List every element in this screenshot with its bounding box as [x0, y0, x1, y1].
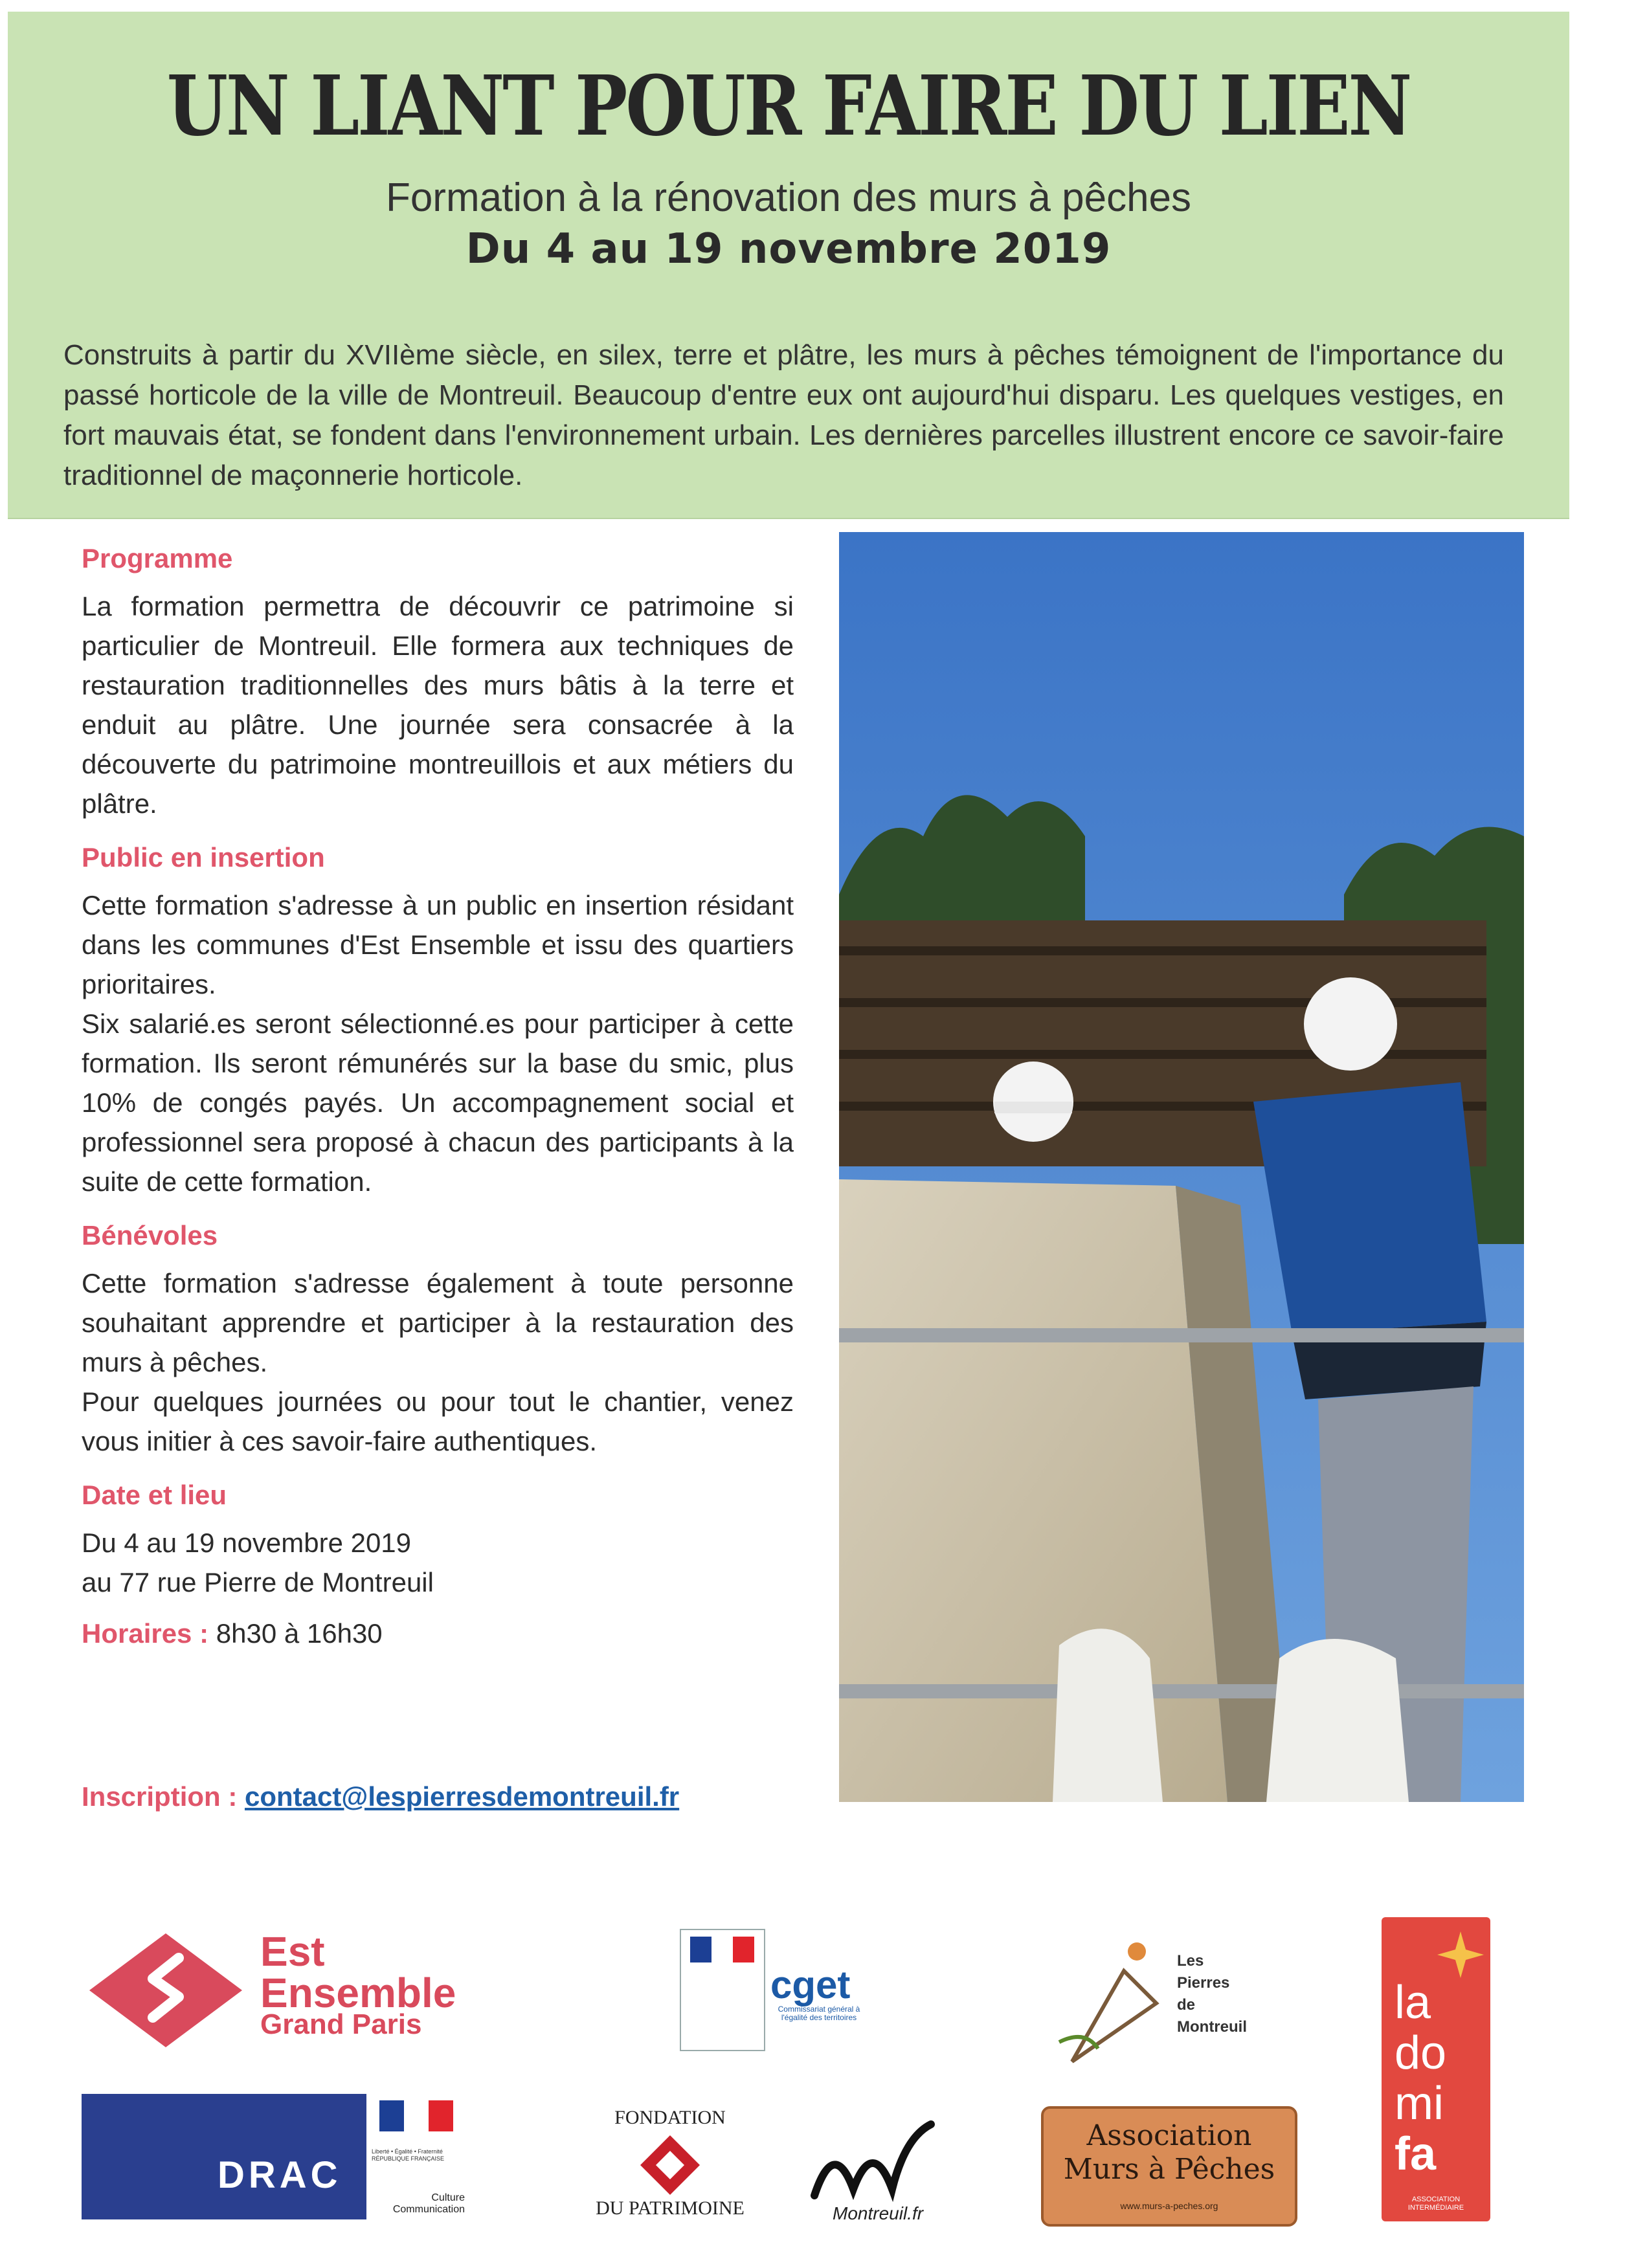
est-ensemble-line3: Grand Paris [260, 2008, 422, 2040]
cget-logo [680, 1929, 868, 2052]
section-title: Public en insertion [82, 842, 325, 873]
marianne-flag-icon [680, 1929, 765, 2051]
murs-line1: Association [1086, 2119, 1252, 2152]
section-date-lieu [82, 1475, 794, 1653]
montreuil-text: Montreuil.fr [833, 2203, 924, 2223]
pierres-line4: Montreuil [1177, 2018, 1247, 2036]
content-column [82, 539, 794, 1667]
murs-url: www.murs-a-peches.org [1120, 2201, 1218, 2211]
photo-illustration [839, 532, 1524, 1802]
contact-email-link[interactable]: contact@lespierresdemontreuil.fr [245, 1781, 680, 1812]
pierres-text [1177, 1950, 1247, 2038]
ladomifa-mi: mi [1395, 2078, 1444, 2129]
est-ensemble-line2: Ensemble [260, 1970, 456, 2016]
section-title: Programme [82, 543, 233, 573]
murs-text [1044, 2119, 1295, 2186]
pierres-line2: Pierres [1177, 1974, 1230, 1992]
tricolor-icon [366, 2094, 467, 2139]
intro-paragraph: Construits à partir du XVIIème siècle, en silex, terre et plâtre, les murs à pêches témoignent de l'importance du passé horticole de la ville de Montreuil. Beaucoup d'entre eux ont aujourd'hui disparu. Les quelques vestiges, en fort mauvais état, se fondent dans l'environnement urbain. Les dernières parcelles illustrent encore ce savoir-faire traditionnel de maçonnerie horticole. [63, 339, 1504, 491]
republique-francaise-block [366, 2094, 467, 2219]
montreuil-m-icon [795, 2111, 950, 2202]
ladomifa-logo [1382, 1917, 1490, 2221]
est-ensemble-logo [82, 1926, 496, 2055]
header-band [8, 12, 1569, 519]
ladomifa-do: do [1395, 2027, 1447, 2079]
horaires-value: 8h30 à 16h30 [208, 1618, 383, 1649]
fondation-bottom-text: DU PATRIMOINE [596, 2197, 745, 2219]
subtitle: Formation à la rénovation des murs à pêches [385, 175, 1192, 220]
section-programme [82, 539, 794, 823]
address-line: au 77 rue Pierre de Montreuil [82, 1567, 434, 1597]
fondation-patrimoine-logo [589, 2107, 751, 2223]
pierres-line3: de [1177, 1996, 1196, 2014]
diamond-icon [638, 2133, 702, 2197]
section-benevoles [82, 1216, 794, 1461]
cget-subtitle: Commissariat général à l'égalité des territoires [778, 2005, 860, 2022]
murs-a-peches-logo [1041, 2106, 1297, 2227]
ladomifa-fa: fa [1395, 2128, 1437, 2180]
est-ensemble-line1: Est [260, 1928, 325, 1975]
horaires-label: Horaires : [82, 1618, 209, 1649]
pierres-de-montreuil-logo [1046, 1932, 1260, 2081]
drac-word: DRAC [218, 2154, 342, 2196]
horaires-line [82, 1614, 794, 1653]
section-title: Bénévoles [82, 1220, 218, 1251]
section-public [82, 838, 794, 1201]
date-line: Du 4 au 19 novembre 2019 [82, 1528, 412, 1558]
republique-francaise-text: Liberté • Égalité • Fraternité RÉPUBLIQUE FRANÇAISE [372, 2148, 445, 2162]
est-ensemble-text [260, 1928, 456, 2016]
section-text: Six salarié.es seront sélectionné.es pour participer à cette formation. Ils seront rémunérés sur la base du smic, plus 10% de congés payés. Un accompagnement social et professionnel sera proposé à chacun des participants à la suite de cette formation. [82, 1008, 794, 1197]
fondation-top-text: FONDATION [614, 2107, 726, 2128]
inscription-label: Inscription : [82, 1781, 238, 1812]
montreuil-logo [795, 2111, 950, 2228]
culture-communication-text: Culture Communication [392, 2192, 465, 2215]
trowel-icon [1046, 1932, 1176, 2081]
murs-line2: Murs à Pêches [1063, 2153, 1275, 2186]
est-ensemble-icon [82, 1926, 250, 2055]
ladomifa-subtitle: ASSOCIATION INTERMÉDIAIRE [1407, 2196, 1464, 2212]
inscription-line [82, 1781, 679, 1812]
section-title: Date et lieu [82, 1480, 227, 1510]
section-text: Cette formation s'adresse à un public en insertion résidant dans les communes d'Est Ensemble et issu des quartiers prioritaires. [82, 890, 794, 999]
event-dates: Du 4 au 19 novembre 2019 [465, 225, 1112, 273]
worksite-photo [839, 532, 1524, 1802]
section-text: La formation permettra de découvrir ce patrimoine si particulier de Montreuil. Elle formera aux techniques de restauration traditionnelles des murs bâtis à la terre et enduit au plâtre. Une journée sera consacrée à la découverte du patrimoine montreuillois et aux métiers du plâtre. [82, 591, 794, 819]
cget-word: cget [770, 1963, 851, 2007]
section-text: Cette formation s'adresse également à toute personne souhaitant apprendre et participer à la restauration des murs à pêches. [82, 1268, 794, 1377]
page-title: UN LIANT POUR FAIRE DU LIEN [166, 58, 1411, 155]
ladomifa-la: la [1395, 1977, 1431, 2029]
section-text: Pour quelques journées ou pour tout le chantier, venez vous initier à ces savoir-faire authentiques. [82, 1386, 794, 1456]
pierres-line1: Les [1177, 1952, 1204, 1970]
tricolor-icon [681, 1930, 764, 1982]
star-icon [1435, 1929, 1486, 1981]
drac-logo [82, 2094, 467, 2219]
